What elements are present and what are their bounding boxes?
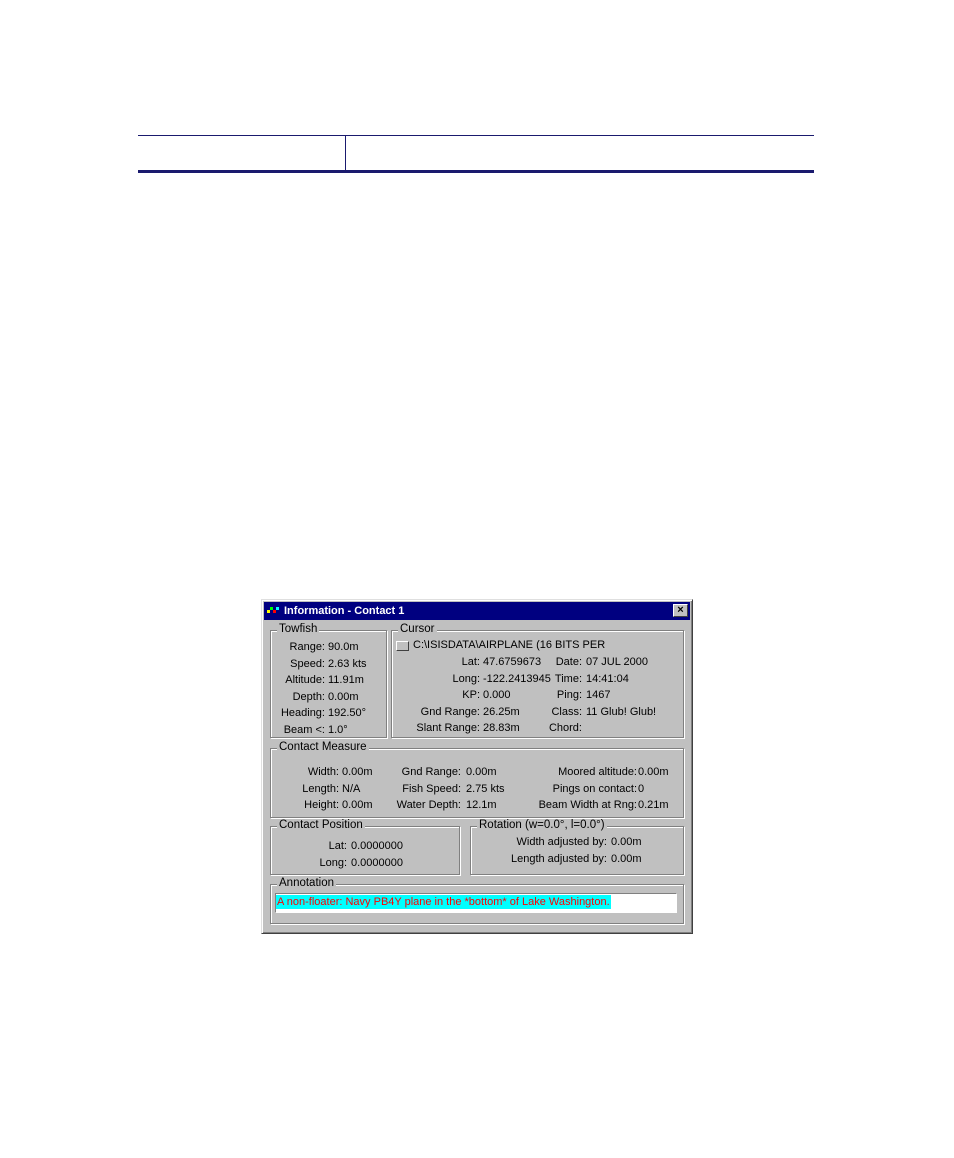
page-header-bottom-rule	[138, 170, 814, 173]
rotation-row-label: Length adjusted by:	[510, 853, 607, 866]
measure-col1-label: Height:	[304, 799, 339, 811]
cursor-legend: Cursor	[400, 623, 435, 635]
cursor-right-row-label: Ping:	[556, 689, 582, 702]
cursor-left-row-value: -122.2413945	[483, 672, 551, 685]
position-row-value: 0.0000000	[351, 856, 403, 869]
position-row-label: Lat:	[328, 840, 347, 852]
position-row-value: 0.0000000	[351, 840, 403, 852]
measure-col2-value: 2.75 kts	[466, 782, 505, 795]
cursor-file-path: C:\ISISDATA\AIRPLANE (16 BITS PER	[413, 639, 606, 651]
towfish-row-label: Heading:	[280, 707, 325, 720]
rotation-group	[470, 819, 684, 875]
towfish-row-value: 0.00m	[328, 690, 359, 703]
cursor-left-row-label: KP:	[462, 689, 480, 702]
measure-col1-label: Width:	[307, 766, 339, 778]
measure-col2-value: 12.1m	[466, 799, 497, 811]
towfish-legend: Towfish	[279, 623, 318, 635]
cursor-right-row-value: 14:41:04	[586, 672, 629, 685]
cursor-right-row-label: Time:	[554, 672, 582, 685]
app-icon	[267, 605, 281, 617]
towfish-row-value: 90.0m	[328, 641, 359, 653]
measure-col1-value: 0.00m	[342, 799, 373, 811]
contact-position-legend: Contact Position	[279, 819, 363, 831]
measure-col3-value: 0.00m	[638, 766, 669, 778]
cursor-right-row-value: 11 Glub! Glub!	[586, 705, 657, 718]
annotation-group	[270, 877, 684, 924]
page-header-top-rule	[138, 135, 814, 136]
cursor-file-button[interactable]	[396, 641, 409, 651]
cursor-group	[391, 623, 684, 738]
contact-measure-legend: Contact Measure	[279, 741, 367, 753]
measure-col3-value: 0	[638, 782, 645, 795]
towfish-row-label: Altitude:	[285, 674, 325, 687]
measure-col2-label: Fish Speed:	[402, 782, 461, 795]
measure-col3-value: 0.21m	[638, 799, 669, 811]
measure-col3-label: Beam Width at Rng:	[538, 799, 637, 811]
cursor-right-row-label: Chord:	[548, 722, 582, 735]
page-header-divider	[345, 136, 346, 170]
annotation-legend: Annotation	[279, 877, 334, 889]
close-button[interactable]	[673, 604, 688, 617]
information-window	[261, 599, 693, 934]
cursor-right-row-value: 07 JUL 2000	[586, 656, 648, 668]
measure-col1-value: 0.00m	[342, 766, 373, 778]
close-icon: ×	[677, 604, 684, 616]
cursor-left-row-label: Lat:	[461, 656, 480, 668]
towfish-group	[270, 623, 387, 738]
position-row-label: Long:	[319, 856, 347, 869]
measure-col2-label: Gnd Range:	[401, 766, 461, 778]
annotation-field[interactable]	[275, 893, 677, 913]
measure-col2-label: Water Depth:	[396, 799, 461, 811]
measure-col1-value: N/A	[342, 782, 361, 795]
contact-position-group	[270, 819, 460, 875]
measure-col3-label: Moored altitude:	[558, 766, 637, 778]
annotation-text: A non-floater: Navy PB4Y plane in the *bottom* of Lake Washington.	[277, 896, 610, 908]
cursor-left-row-label: Long:	[452, 672, 480, 685]
towfish-row-label: Depth:	[292, 690, 325, 703]
cursor-right-row-value: 1467	[586, 689, 611, 702]
cursor-left-row-value: 0.000	[483, 689, 511, 702]
cursor-left-row-value: 47.6759673	[483, 656, 542, 668]
cursor-left-row-value: 26.25m	[483, 705, 520, 718]
cursor-left-row-value: 28.83m	[483, 722, 520, 735]
towfish-row-value: 1.0°	[328, 724, 348, 736]
cursor-right-row-label: Date:	[555, 656, 582, 668]
contact-measure-group	[270, 741, 684, 818]
towfish-row-label: Range:	[289, 641, 325, 653]
rotation-row-value: 0.00m	[611, 836, 642, 848]
towfish-row-value: 11.91m	[328, 674, 364, 687]
rotation-legend: Rotation (w=0.0°, l=0.0°)	[479, 819, 605, 831]
measure-col3-label: Pings on contact:	[552, 782, 637, 795]
cursor-right-row-label: Class:	[551, 705, 582, 718]
towfish-row-label: Beam <:	[283, 724, 325, 736]
towfish-row-value: 2.63 kts	[328, 657, 367, 670]
cursor-left-row-label: Gnd Range:	[420, 705, 480, 718]
measure-col1-label: Length:	[302, 782, 339, 795]
window-title: Information - Contact 1	[284, 605, 405, 617]
title-bar[interactable]	[264, 602, 690, 620]
measure-col2-value: 0.00m	[466, 766, 497, 778]
cursor-left-row-label: Slant Range:	[416, 722, 480, 735]
rotation-row-label: Width adjusted by:	[516, 836, 607, 848]
towfish-row-value: 192.50°	[328, 707, 367, 720]
rotation-row-value: 0.00m	[611, 853, 642, 866]
towfish-row-label: Speed:	[290, 657, 325, 670]
